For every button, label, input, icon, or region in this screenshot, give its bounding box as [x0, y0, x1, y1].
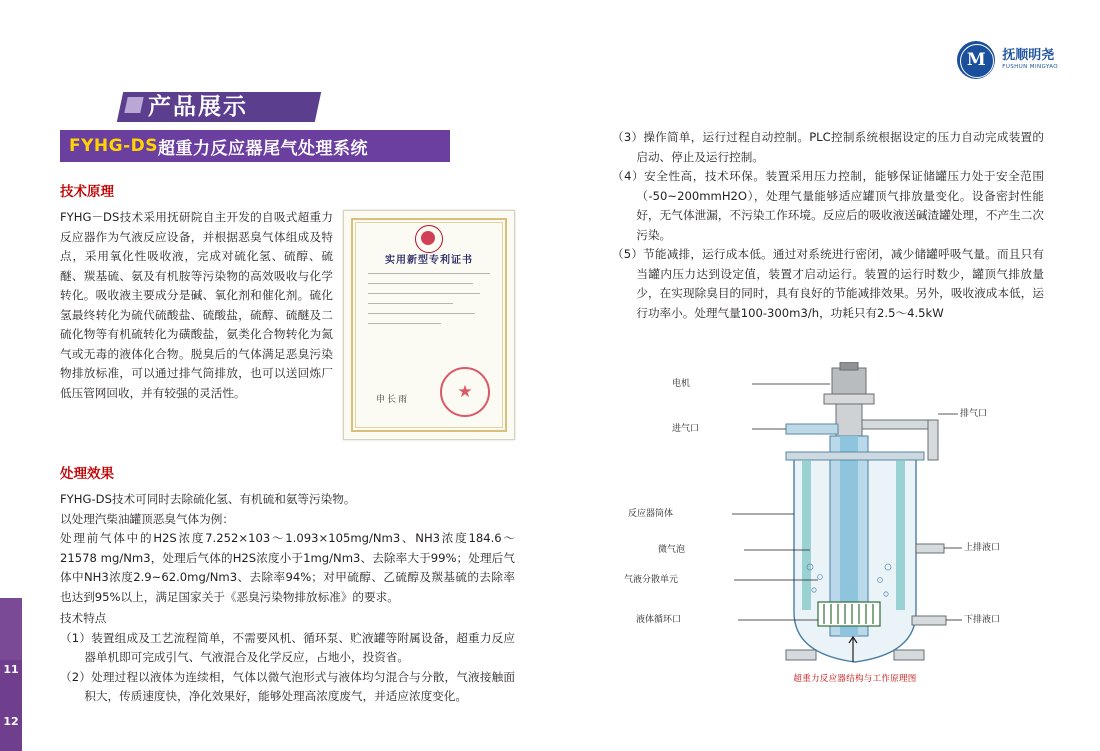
- diagram-label-exhaust: 排气口: [960, 409, 988, 419]
- reactor-diagram: [624, 362, 1020, 692]
- feature-item-4: （4）安全性高，技术环保。装置采用压力控制，能够保证储罐压力处于安全范围（-50~200mmH2O），处理气量能够适应罐顶气排放量变化。设备密封性能好，无气体泄漏，不污染工作环境。反应后的吸收液送碱渣罐处理，不产生二次污染。: [612, 169, 1044, 242]
- feature-item-5: （5）节能减排，运行成本低。通过对系统进行密闭，减少储罐呼吸气量。而且只有当罐内压力达到设定值，装置才启动运行。装置的运行时数少，罐顶气排放量少，在实现除臭目的同时，具有良好的节能减排效果。另外，吸收液成本低，运行功率小。处理气量100-300m3/h，功耗只有2.5～4.5kW: [612, 247, 1044, 320]
- diagram-label-disperser: 气液分散单元: [624, 575, 679, 585]
- heading-principle: 技术原理: [60, 184, 114, 200]
- diagram-caption: 超重力反应器结构与工作原理图: [793, 674, 917, 684]
- diagram-label-upper-drain: 上排液口: [964, 543, 1001, 553]
- diagram-label-body: 反应器筒体: [628, 509, 674, 519]
- principle-body: FYHG－DS技术采用抚研院自主开发的自吸式超重力反应器作为气液反应设备，并根据恶臭气体组成及特点，采用氧化性吸收液，完成对硫化氢、硫醇、硫醚、羰基硫、氨及有机胺等污染物的高效吸收与化学转化。吸收液主要成分是碱、氧化剂和催化剂。硫化氢最终转化为硫代硫酸盐、硫酸盐，硫醇、硫醚及二硫化物等有机硫转化为磺酸盐，氨类化合物转化为氮气或无毒的液体化合物。脱臭后的气体满足恶臭污染物排放标准，可以通过排气筒排放，也可以送回炼厂低压管网回收，并有较强的灵活性。: [60, 210, 333, 400]
- left-column: [60, 180, 515, 707]
- edge-band-upper: [0, 598, 22, 660]
- section-banner: [60, 42, 260, 120]
- page-title: [60, 130, 450, 162]
- certificate-text-lines: [368, 273, 490, 333]
- page-number-left: 11: [3, 663, 19, 676]
- certificate-image: [343, 210, 515, 440]
- heading-features: 技术特点: [60, 611, 107, 625]
- feature-item-3: （3）操作简单，运行过程自动控制。PLC控制系统根据设定的压力自动完成装置的启动、停止及运行控制。: [612, 130, 1044, 164]
- section-banner-label: 产品展示: [148, 94, 248, 120]
- emblem-icon: [415, 225, 443, 253]
- diagram-label-inlet: 进气口: [672, 424, 700, 434]
- logo-company-cn: 抚顺明尧: [1002, 48, 1055, 63]
- diagram-label-motor: 电机: [672, 379, 691, 389]
- diagram-label-circulation: 液体循环口: [636, 615, 682, 625]
- diamond-icon: [124, 97, 143, 113]
- page-number-right: 12: [3, 715, 19, 728]
- effect-body-3: 处理前气体中的H2S浓度7.252×103～1.093×105mg/Nm3、NH3浓度184.6～21578 mg/Nm3，处理后气体的H2S浓度小于1mg/Nm3、去除率大于99%；处理后气体中NH3浓度2.9~62.0mg/Nm3、去除率94%；对甲硫醇、乙硫醇及羰基硫的去除率也达到95%以上，满足国家关于《恶臭污染物排放标准》的要求。: [60, 531, 515, 604]
- logo-letter: M: [966, 50, 986, 70]
- company-logo: [957, 40, 1058, 80]
- effect-body-2: 以处理汽柴油罐顶恶臭气体为例：: [60, 511, 234, 526]
- feature-item-2: （2）处理过程以液体为连续相，气体以微气泡形式与液体均匀混合与分散，气液接触面积大，传质速度快，净化效果好，能够处理高浓度废气，并适应浓度变化。: [60, 669, 515, 703]
- logo-mark-icon: [957, 41, 995, 79]
- section-banner-bar-accent: [271, 92, 321, 122]
- heading-effect: 处理效果: [60, 466, 114, 482]
- effect-body-1: FYHG-DS技术可同时去除硫化氢、有机硫和氨等污染物。: [60, 492, 356, 506]
- page-title-rest: 超重力反应器尾气处理系统: [158, 138, 369, 159]
- page-title-highlight: FYHG-DS: [69, 136, 159, 156]
- certificate-signature: 申长雨: [376, 395, 410, 405]
- logo-company-en: FUSHUN MINGYAO: [1002, 64, 1058, 70]
- diagram-label-bubble: 微气泡: [658, 545, 686, 555]
- feature-item-1: （1）装置组成及工艺流程简单，不需要风机、循环泵、贮液罐等附属设备，超重力反应器单机即可完成引气、气液混合及化学反应，占地小，投资省。: [60, 630, 515, 664]
- page-edge-band: [0, 0, 22, 751]
- diagram-label-lower-drain: 下排液口: [964, 615, 1001, 625]
- right-column: [612, 128, 1044, 323]
- red-stamp-icon: [440, 367, 490, 417]
- certificate-title: 实用新型专利证书: [385, 255, 473, 266]
